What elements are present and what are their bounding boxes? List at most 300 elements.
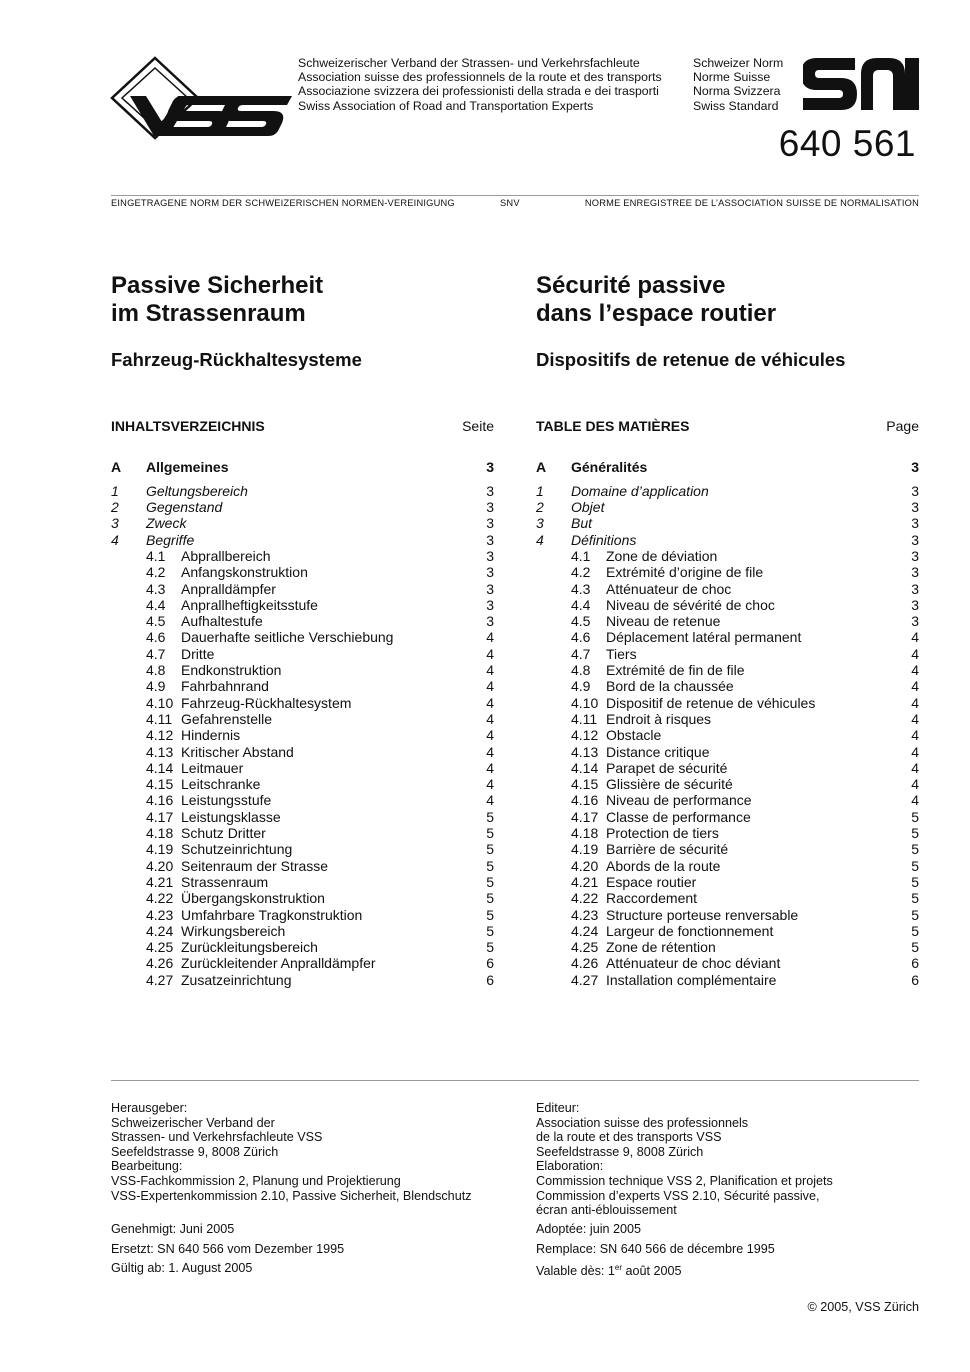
toc-subentry [111, 923, 494, 939]
toc-number: 4.22 [146, 890, 174, 907]
toc-page: 4 [486, 792, 494, 809]
toc-number: 4.13 [146, 743, 174, 760]
toc-number: 4.5 [571, 613, 591, 630]
toc-title: Niveau de sévérité de choc [606, 596, 775, 613]
editing-label-de: Bearbeitung: [111, 1159, 183, 1174]
toc-number: 3 [111, 515, 119, 532]
toc-title: Barrière de sécurité [606, 841, 729, 858]
toc-title: Niveau de retenue [606, 613, 721, 630]
toc-title: Schutzeinrichtung [181, 841, 293, 858]
toc-number: 1 [111, 482, 119, 499]
toc-number: 4.10 [571, 694, 599, 711]
toc-number: 4.6 [571, 629, 591, 646]
norm-label-de: Schweizer Norm [693, 56, 784, 70]
toc-number: 4.16 [146, 792, 174, 809]
toc-number: 4.2 [146, 564, 166, 581]
toc-subentry [111, 678, 494, 694]
toc-page: 6 [486, 955, 494, 972]
toc-indent [536, 695, 571, 711]
toc-page: 3 [486, 564, 494, 581]
toc-number: 3 [536, 515, 544, 532]
toc-title: Abprallbereich [181, 547, 271, 564]
registration-fr: NORME ENREGISTREE DE L’ASSOCIATION SUISSE DE NORMALISATION [584, 198, 919, 208]
toc-chapter [536, 515, 919, 531]
toc-page: 6 [911, 971, 919, 988]
toc-title: Zurückleitender Anpralldämpfer [181, 955, 376, 972]
toc-number: 4.20 [146, 857, 174, 874]
toc-page: 4 [486, 743, 494, 760]
toc-heading-fr [536, 418, 919, 434]
toc-page: 3 [911, 531, 919, 548]
toc-subentry [536, 955, 919, 971]
toc-page: 3 [911, 580, 919, 597]
toc-subentry [111, 890, 494, 906]
toc-chapter [536, 483, 919, 499]
toc-indent [536, 825, 571, 841]
toc-indent [536, 890, 571, 906]
replaces-de: Ersetzt: SN 640 566 vom Dezember 1995 [111, 1241, 345, 1256]
norm-label-en: Swiss Standard [693, 98, 779, 113]
editing-line: Commission technique VSS 2, Planification et projets [536, 1173, 833, 1188]
toc-indent [536, 581, 571, 597]
toc-title: Seitenraum der Strasse [181, 857, 329, 874]
toc-title: Allgemeines [146, 459, 229, 475]
toc-number: 4.15 [146, 776, 174, 793]
toc-page: 5 [911, 890, 919, 907]
toc-page: 5 [911, 939, 919, 956]
toc-indent [536, 662, 571, 678]
toc-subentry [536, 711, 919, 727]
toc-number: 4.7 [571, 645, 591, 662]
toc-indent [111, 646, 146, 662]
toc-indent [111, 972, 146, 988]
editing-line: Commission d’experts VSS 2.10, Sécurité passive, [536, 1188, 820, 1203]
toc-number: A [536, 459, 547, 475]
toc-subentry [111, 907, 494, 923]
toc-indent [536, 613, 571, 629]
toc-indent [536, 744, 571, 760]
toc-indent [536, 678, 571, 694]
toc-subentry [536, 923, 919, 939]
toc-indent [111, 955, 146, 971]
toc-number: 4.18 [571, 825, 599, 842]
toc-page: 5 [486, 922, 494, 939]
toc-subentry [111, 613, 494, 629]
replaces-fr: Remplace: SN 640 566 de décembre 1995 [536, 1241, 775, 1256]
toc-subentry [536, 646, 919, 662]
toc-list-de [111, 459, 494, 988]
toc-page: 4 [486, 710, 494, 727]
toc-section [536, 459, 919, 475]
toc-title: Classe de performance [606, 808, 751, 825]
toc-subentry [536, 825, 919, 841]
toc-label-fr: TABLE DES MATIÈRES [536, 418, 690, 434]
toc-subentry [111, 760, 494, 776]
toc-indent [536, 776, 571, 792]
toc-page: 5 [911, 922, 919, 939]
toc-number: 4.14 [146, 759, 174, 776]
org-name-en: Swiss Association of Road and Transportation Experts [298, 98, 594, 113]
publisher-line: de la route et des transports VSS [536, 1130, 722, 1145]
toc-subentry [536, 662, 919, 678]
toc-heading-de [111, 418, 494, 434]
toc-indent [111, 629, 146, 645]
toc-title: Kritischer Abstand [181, 743, 294, 760]
toc-subentry [111, 825, 494, 841]
toc-page: 5 [486, 939, 494, 956]
toc-subentry [111, 841, 494, 857]
toc-title: Déplacement latéral permanent [606, 629, 802, 646]
toc-subentry [111, 939, 494, 955]
toc-indent [111, 874, 146, 890]
toc-number: 4.4 [571, 596, 591, 613]
toc-indent [111, 776, 146, 792]
toc-title: Atténuateur de choc [606, 580, 732, 597]
toc-title: But [571, 515, 593, 532]
toc-number: 4.3 [571, 580, 591, 597]
toc-title: Espace routier [606, 873, 697, 890]
toc-page-label-de: Seite [462, 418, 494, 434]
toc-number: 4.9 [146, 678, 166, 695]
toc-indent [536, 597, 571, 613]
toc-indent [111, 907, 146, 923]
toc-indent [111, 939, 146, 955]
toc-subentry [111, 727, 494, 743]
toc-number: 4.26 [146, 955, 174, 972]
toc-page: 5 [486, 857, 494, 874]
toc-page: 4 [911, 662, 919, 679]
registration-de: EINGETRAGENE NORM DER SCHWEIZERISCHEN NORMEN-VEREINIGUNG [111, 198, 455, 208]
toc-subentry [111, 711, 494, 727]
copyright: © 2005, VSS Zürich [807, 1300, 919, 1314]
toc-section [111, 459, 494, 475]
toc-chapter [111, 515, 494, 531]
toc-title: Fahrbahnrand [181, 678, 269, 695]
toc-number: 4.11 [146, 710, 173, 727]
toc-page: 6 [911, 955, 919, 972]
toc-number: 4.11 [571, 710, 598, 727]
toc-title: Dritte [181, 645, 215, 662]
toc-page: 4 [911, 776, 919, 793]
toc-number: 4.25 [571, 939, 599, 956]
toc-page: 4 [486, 645, 494, 662]
footer-divider [111, 1080, 919, 1081]
toc-subentry [111, 695, 494, 711]
valid-from-fr [536, 1261, 919, 1279]
toc-indent [536, 564, 571, 580]
toc-page: 5 [911, 857, 919, 874]
toc-number: 4.3 [146, 580, 166, 597]
toc-subentry [536, 564, 919, 580]
footer-de [111, 1101, 494, 1275]
toc-subentry [536, 548, 919, 564]
toc-subentry [111, 564, 494, 580]
toc-title: Strassenraum [181, 873, 269, 890]
org-name-de: Schweizerischer Verband der Strassen- und Verkehrsfachleute [298, 56, 640, 70]
toc-number: 4.19 [571, 841, 599, 858]
toc-indent [111, 792, 146, 808]
toc-indent [536, 548, 571, 564]
toc-subentry [536, 597, 919, 613]
subtitle-de: Fahrzeug-Rückhaltesysteme [111, 349, 362, 370]
toc-number: 4.16 [571, 792, 599, 809]
toc-title: Endkonstruktion [181, 662, 282, 679]
toc-page: 3 [911, 596, 919, 613]
toc-indent [111, 711, 146, 727]
publisher-label-de: Herausgeber: [111, 1101, 188, 1115]
toc-subentry [536, 678, 919, 694]
toc-title: Dispositif de retenue de véhicules [606, 694, 816, 711]
toc-title: Leitmauer [181, 759, 244, 776]
toc-page: 5 [911, 808, 919, 825]
toc-page: 3 [486, 596, 494, 613]
registration-line [111, 198, 919, 208]
toc-page: 3 [911, 482, 919, 499]
toc-subentry [111, 858, 494, 874]
toc-subentry [111, 629, 494, 645]
toc-indent [536, 727, 571, 743]
valid-from-fr-suffix: août 2005 [622, 1263, 682, 1278]
toc-number: 2 [111, 499, 119, 516]
toc-title: Largeur de fonctionnement [606, 922, 774, 939]
toc-page: 6 [486, 971, 494, 988]
toc-title: Zurückleitungsbereich [181, 939, 318, 956]
norm-label-fr: Norme Suisse [693, 70, 771, 85]
toc-indent [111, 809, 146, 825]
vss-logo [110, 56, 292, 140]
toc-subentry [536, 890, 919, 906]
toc-number: 4.24 [571, 922, 599, 939]
toc-title: Extrémité d’origine de file [606, 564, 764, 581]
toc-indent [536, 646, 571, 662]
toc-number: 4.8 [146, 662, 166, 679]
toc-page: 4 [911, 678, 919, 695]
toc-indent [536, 711, 571, 727]
valid-from-de: Gültig ab: 1. August 2005 [111, 1260, 253, 1275]
toc-indent [111, 825, 146, 841]
toc-number: 2 [536, 499, 544, 516]
toc-indent [536, 809, 571, 825]
toc-indent [111, 923, 146, 939]
toc-chapter [536, 532, 919, 548]
toc-page: 3 [486, 482, 494, 499]
toc-subentry [536, 907, 919, 923]
toc-title: Zweck [146, 515, 187, 532]
toc-number: 4.8 [571, 662, 591, 679]
toc-indent [536, 874, 571, 890]
toc-number: 4.12 [146, 727, 174, 744]
toc-page: 5 [911, 825, 919, 842]
toc-label-de: INHALTSVERZEICHNIS [111, 418, 265, 434]
toc-page: 5 [486, 906, 494, 923]
toc-subentry [536, 874, 919, 890]
toc-number: 4.22 [571, 890, 599, 907]
toc-page: 3 [911, 459, 919, 475]
toc-page: 3 [911, 564, 919, 581]
toc-number: 4.7 [146, 645, 166, 662]
toc-title: Fahrzeug-Rückhaltesystem [181, 694, 352, 711]
toc-subentry [111, 597, 494, 613]
toc-subentry [536, 629, 919, 645]
toc-page: 5 [486, 841, 494, 858]
header-divider [111, 195, 919, 196]
toc-subentry [111, 809, 494, 825]
title-fr-line2: dans l’espace routier [536, 300, 777, 327]
registration-snv: SNV [500, 198, 520, 208]
valid-from-fr-sup: er [614, 1262, 623, 1272]
toc-subentry [111, 776, 494, 792]
toc-indent [111, 760, 146, 776]
toc-page: 3 [486, 580, 494, 597]
toc-number: 4.23 [146, 906, 174, 923]
toc-indent [111, 581, 146, 597]
toc-number: 4.25 [146, 939, 174, 956]
toc-number: 4.17 [146, 808, 174, 825]
toc-page: 4 [911, 792, 919, 809]
valid-from-fr-prefix: Valable dès: 1 [536, 1263, 615, 1278]
toc-subentry [536, 858, 919, 874]
toc-indent [536, 760, 571, 776]
toc-subentry [111, 744, 494, 760]
toc-title: Généralités [571, 459, 648, 475]
sn-logo-text: SN [803, 58, 805, 59]
toc-title: Raccordement [606, 890, 698, 907]
vss-logo-text: VSS [110, 56, 113, 57]
toc-number: 4.18 [146, 825, 174, 842]
toc-page: 3 [486, 499, 494, 516]
toc-subentry [111, 646, 494, 662]
toc-title: Gegenstand [146, 499, 223, 516]
toc-number: 4.26 [571, 955, 599, 972]
toc-title: Leistungsstufe [181, 792, 272, 809]
toc-indent [111, 890, 146, 906]
toc-page: 5 [486, 808, 494, 825]
toc-title: Zone de rétention [606, 939, 716, 956]
standard-number: 640 561 [778, 123, 916, 164]
toc-indent [536, 907, 571, 923]
toc-number: 4.6 [146, 629, 166, 646]
publisher-line: Strassen- und Verkehrsfachleute VSS [111, 1130, 323, 1145]
toc-number: 4.10 [146, 694, 174, 711]
toc-page: 4 [486, 662, 494, 679]
toc-subentry [536, 972, 919, 988]
toc-title: Leistungsklasse [181, 808, 281, 825]
toc-number: 4.14 [571, 759, 599, 776]
toc-page: 4 [911, 743, 919, 760]
editing-line: VSS-Fachkommission 2, Planung und Projektierung [111, 1173, 401, 1188]
toc-page: 5 [486, 890, 494, 907]
toc-indent [111, 744, 146, 760]
toc-title: Endroit à risques [606, 710, 712, 727]
toc-subentry [536, 841, 919, 857]
toc-page: 4 [911, 727, 919, 744]
toc-page: 4 [486, 727, 494, 744]
organization-names [298, 56, 662, 113]
toc-title: Distance critique [606, 743, 710, 760]
footer-fr [536, 1101, 919, 1279]
publisher-line: Schweizerischer Verband der [111, 1115, 275, 1130]
toc-page: 4 [486, 776, 494, 793]
toc-subentry [536, 727, 919, 743]
toc-indent [536, 939, 571, 955]
toc-title: Extrémité de fin de file [606, 662, 745, 679]
publisher-line: Association suisse des professionnels [536, 1115, 749, 1130]
toc-number: 4.17 [571, 808, 599, 825]
editing-line: écran anti-éblouissement [536, 1203, 677, 1218]
toc-title: Anfangskonstruktion [181, 564, 308, 581]
toc-subentry [536, 695, 919, 711]
toc-indent [536, 841, 571, 857]
toc-page: 3 [911, 613, 919, 630]
toc-title: Objet [571, 499, 605, 516]
toc-subentry [111, 792, 494, 808]
sn-logo [803, 58, 919, 110]
subtitle-fr: Dispositifs de retenue de véhicules [536, 349, 846, 370]
toc-number: 4 [111, 531, 119, 548]
title-fr [536, 272, 919, 328]
approved-fr: Adoptée: juin 2005 [536, 1222, 642, 1237]
publisher-line: Seefeldstrasse 9, 8008 Zürich [536, 1144, 704, 1159]
toc-title: Structure porteuse renversable [606, 906, 799, 923]
toc-title: Installation complémentaire [606, 971, 777, 988]
toc-subentry [111, 662, 494, 678]
toc-title: Dauerhafte seitliche Verschiebung [181, 629, 394, 646]
toc-subentry [536, 744, 919, 760]
toc-number: 4.21 [146, 873, 174, 890]
toc-subentry [536, 581, 919, 597]
toc-page: 4 [486, 694, 494, 711]
toc-subentry [111, 972, 494, 988]
toc-title: Niveau de performance [606, 792, 752, 809]
toc-title: Abords de la route [606, 857, 721, 874]
toc-list-fr [536, 459, 919, 988]
toc-number: 1 [536, 482, 544, 499]
toc-chapter [536, 499, 919, 515]
org-name-it: Associazione svizzera dei professionisti della strada e dei trasporti [298, 84, 659, 99]
toc-page: 3 [486, 531, 494, 548]
toc-title: Zone de déviation [606, 547, 718, 564]
toc-indent [111, 678, 146, 694]
toc-subentry [111, 548, 494, 564]
toc-number: 4 [536, 531, 544, 548]
norm-label-it: Norma Svizzera [693, 84, 781, 99]
toc-title: Hindernis [181, 727, 241, 744]
toc-number: 4.12 [571, 727, 599, 744]
toc-number: 4.19 [146, 841, 174, 858]
toc-subentry [111, 874, 494, 890]
norm-type-labels [693, 56, 783, 113]
toc-page: 3 [486, 515, 494, 532]
toc-title: Gefahrenstelle [181, 710, 273, 727]
publisher-line: Seefeldstrasse 9, 8008 Zürich [111, 1144, 279, 1159]
toc-title: Tiers [606, 645, 637, 662]
toc-number: A [111, 459, 122, 475]
toc-subentry [536, 760, 919, 776]
toc-title: Parapet de sécurité [606, 759, 728, 776]
editing-line: VSS-Expertenkommission 2.10, Passive Sicherheit, Blendschutz [111, 1188, 472, 1203]
toc-number: 4.23 [571, 906, 599, 923]
toc-title: Umfahrbare Tragkonstruktion [181, 906, 363, 923]
toc-subentry [111, 581, 494, 597]
toc-page: 5 [911, 841, 919, 858]
toc-indent [536, 629, 571, 645]
toc-indent [111, 564, 146, 580]
toc-title: Anprallheftigkeitsstufe [181, 596, 318, 613]
toc-title: Bord de la chaussée [606, 678, 734, 695]
toc-number: 4.4 [146, 596, 166, 613]
toc-indent [111, 613, 146, 629]
toc-subentry [536, 809, 919, 825]
